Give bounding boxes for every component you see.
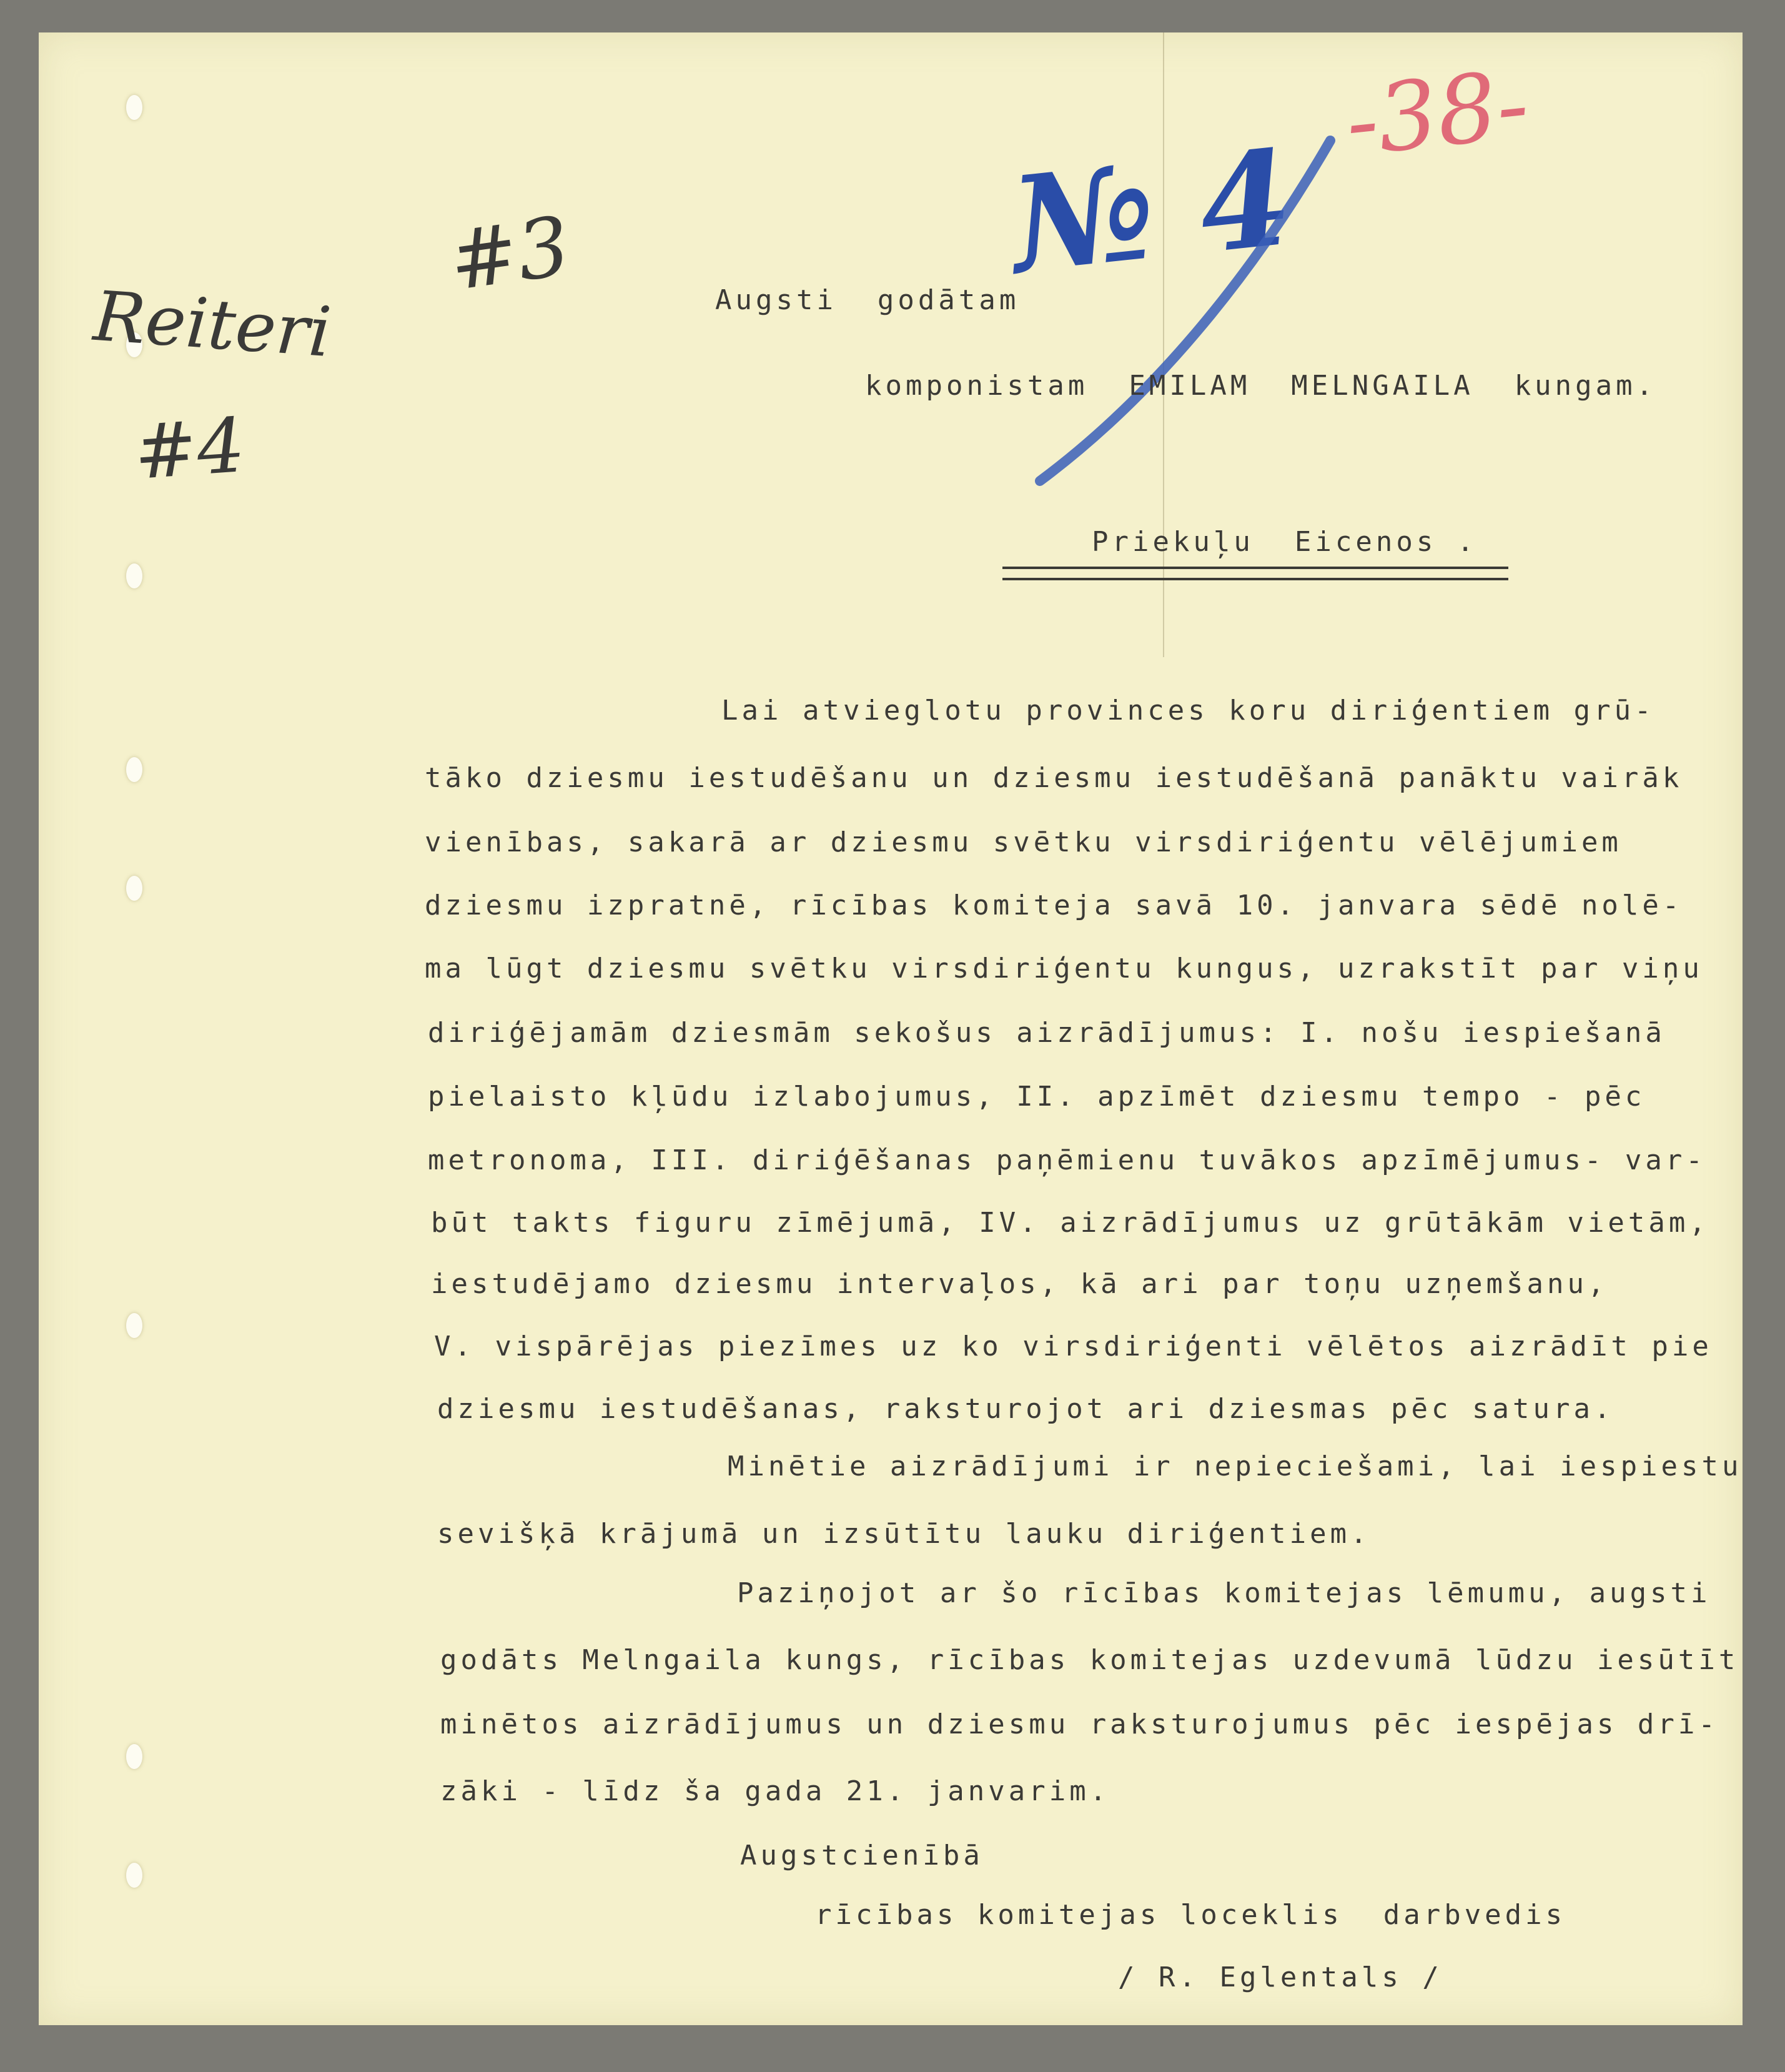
body-line: Minētie aizrādījumi ir nepieciešami, lai iespiestu xyxy=(728,1450,1743,1482)
salutation-line: Augsti godātam xyxy=(715,284,1020,316)
body-line: pielaisto kļūdu izlabojumus, II. apzīmēt dziesmu tempo - pēc xyxy=(428,1081,1646,1113)
body-line: dziesmu izpratnē, rīcības komiteja savā 10. janvara sēdē nolē- xyxy=(425,890,1683,921)
body-line: būt takts figuru zīmējumā, IV. aizrādījumus uz grūtākām vietām, xyxy=(431,1207,1709,1239)
red-pencil-folio: -38- xyxy=(1340,50,1534,177)
signatory-role: rīcības komitejas loceklis darbvedis xyxy=(815,1899,1566,1931)
blue-pencil-number: № 4 xyxy=(1004,120,1299,303)
signatory-name: / R. Eglentals / xyxy=(1118,1961,1443,1993)
body-line: Paziņojot ar šo rīcības komitejas lēmumu, augsti xyxy=(737,1577,1711,1609)
body-line: Lai atvieglotu provinces koru diriģentiem grū- xyxy=(721,695,1655,726)
margin-number-handwritten: #4 xyxy=(131,402,248,497)
margin-name-handwritten: Reiteri xyxy=(91,275,334,373)
body-line: iestudējamo dziesmu intervaļos, kā ari par toņu uzņemšanu, xyxy=(431,1268,1608,1300)
location-line: Priekuļu Eicenos . xyxy=(1092,526,1478,558)
body-line: dziesmu iestudēšanas, raksturojot ari dziesmas pēc satura. xyxy=(437,1393,1614,1425)
addressee-line: komponistam EMILAM MELNGAILA kungam. xyxy=(865,370,1657,402)
closing-salutation: Augstcienībā xyxy=(740,1840,984,1871)
body-line: diriģējamām dziesmām sekošus aizrādījumus: I. nošu iespiešanā xyxy=(428,1017,1666,1049)
body-line: ma lūgt dziesmu svētku virsdiriģentu kungus, uzrakstīt par viņu xyxy=(425,953,1703,984)
body-line: minētos aizrādījumus un dziesmu raksturojumus pēc iespējas drī- xyxy=(440,1708,1719,1740)
body-line: V. vispārējas piezīmes uz ko virsdiriģenti vēlētos aizrādīt pie xyxy=(434,1331,1713,1362)
body-line: vienības, sakarā ar dziesmu svētku virsdiriģentu vēlējumiem xyxy=(425,826,1622,858)
body-line: sevišķā krājumā un izsūtītu lauku diriģentiem. xyxy=(437,1518,1371,1550)
body-line: tāko dziesmu iestudēšanu un dziesmu iestudēšanā panāktu vairāk xyxy=(425,762,1683,794)
address-underline xyxy=(1002,567,1508,580)
body-line: zāki - līdz ša gada 21. janvarim. xyxy=(440,1775,1110,1807)
body-line: godāts Melngaila kungs, rīcības komitejas uzdevumā lūdzu iesūtīt xyxy=(440,1644,1739,1676)
body-line: metronoma, III. diriģēšanas paņēmienu tuvākos apzīmējumus- var- xyxy=(428,1144,1706,1176)
folio-number-handwritten: #3 xyxy=(443,198,576,309)
